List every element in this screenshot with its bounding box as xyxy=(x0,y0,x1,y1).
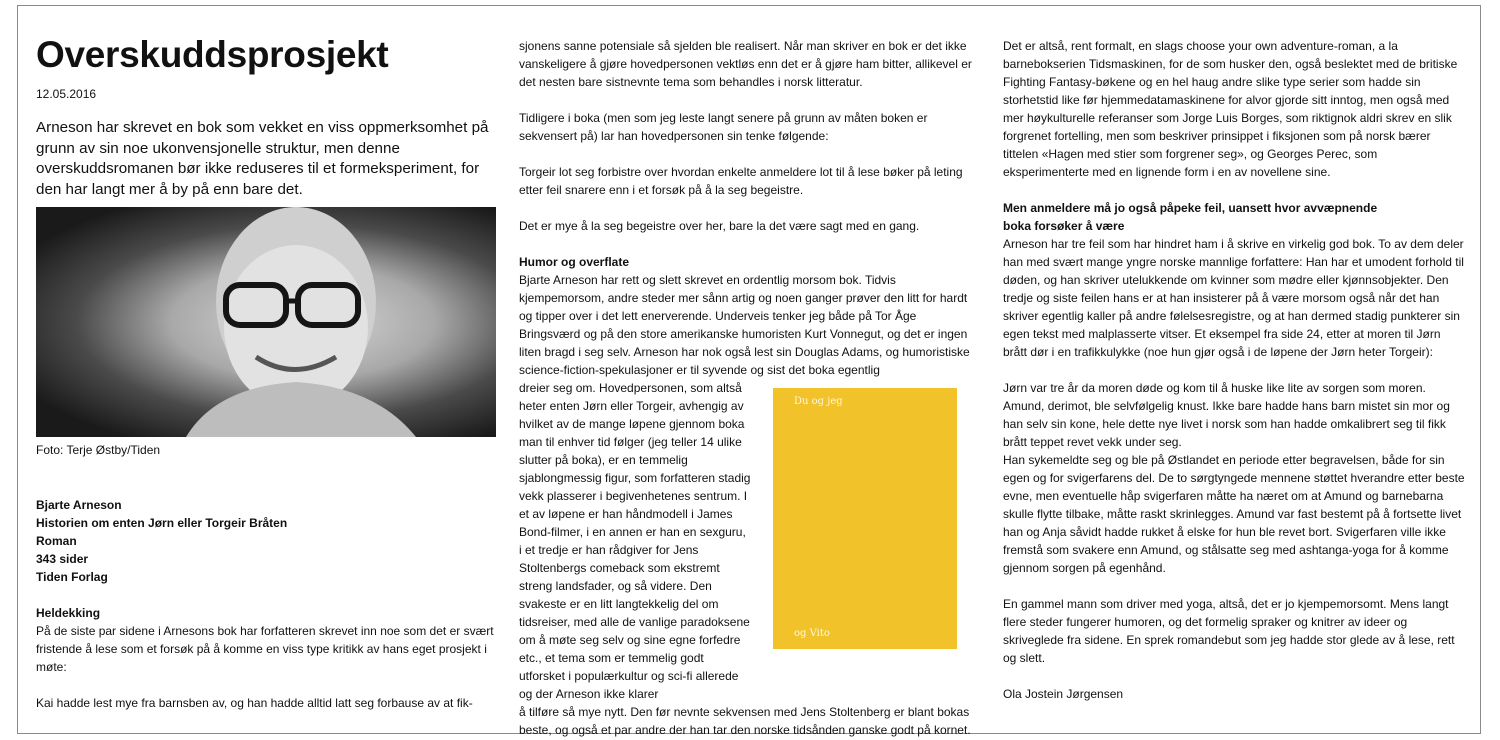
author-photo xyxy=(36,207,496,437)
paragraph: å tilføre så mye nytt. Den før nevnte sekvensen med Jens Stoltenberg er blant bokas beste, og også et par andre der han tar den norske tidsånden ganske godt på kornet. xyxy=(519,705,971,737)
cover-bottom-text: og Vito xyxy=(794,628,830,639)
section-heading: Men anmeldere må jo også påpeke feil, uansett hvor avvæpnende boka forsøker å være xyxy=(1003,201,1378,233)
paragraph: sjonens sanne potensiale så sjelden ble realisert. Når man skriver en bok er det ikke vanskeligere å gjøre hovedpersonen vektløs enn det er å gjøre ham bitter, allikevel er det nesten bare sistnevnte tema som behandles i norsk litteratur. xyxy=(519,39,972,89)
article-date: 12.05.2016 xyxy=(36,87,97,101)
book-genre: Roman xyxy=(36,534,77,548)
quote-paragraph: Kai hadde lest mye fra barnsben av, og han hadde alltid latt seg forbause av at fik- xyxy=(36,696,473,710)
section-heading: Humor og overflate xyxy=(519,255,630,269)
book-publisher: Tiden Forlag xyxy=(36,570,108,584)
quote-paragraph: Torgeir lot seg forbistre over hvordan enkelte anmeldere lot til å lese bøker på leting etter feil snarere enn i et forsøk på å la seg begeistre. xyxy=(519,165,963,197)
paragraph: Det er altså, rent formalt, en slags choose your own adventure-roman, a la barnebokserien Tidsmaskinen, for de som husker den, også beslektet med de britiske Fighting Fantasy-bøkene og en hel haug andre slike type serier som hadde sin storhetstid like før hjemmedatamaskinene for alvor gjorde sitt inntog, men også med mer høykulturelle referanser som Jorge Luis Borges, som riktignok aldri skrev en slik forgrenet fortelling, men som beskriver prinsippet i fiksjonen som på norsk bærer tittelen «Hagen med stier som forgrener seg», og Georges Perec, som eksperimenterte med en lignende form i en av novellene sine. xyxy=(1003,39,1458,179)
paragraph: På de siste par sidene i Arnesons bok har forfatteren skrevet inn noe som det er svært fristende å lese som et forsøk på å komme en viss type kritikk av hans eget prosjekt i møte: xyxy=(36,624,494,674)
column-1-body xyxy=(36,604,498,712)
cover-top-text: Du og jeg xyxy=(794,396,843,407)
article-lead: Arneson har skrevet en bok som vekket en viss oppmerksomhet på grunn av sin noe ukonvensjonelle struktur, men denne overskuddsromanen bør ikke reduseres til et formeksperiment, for den har langt mer å by på enn bare det. xyxy=(36,119,489,198)
book-pages: 343 sider xyxy=(36,552,89,566)
book-author: Bjarte Arneson xyxy=(36,498,122,512)
column-3-body xyxy=(1003,37,1465,703)
book-title: Historien om enten Jørn eller Torgeir Bråten xyxy=(36,516,288,530)
paragraph: Det er mye å la seg begeistre over her, bare la det være sagt med en gang. xyxy=(519,219,920,233)
article-title: Overskuddsprosjekt xyxy=(36,34,389,75)
signature: Ola Jostein Jørgensen xyxy=(1003,687,1124,701)
quote-paragraph: Jørn var tre år da moren døde og kom til å huske like lite av sorgen som moren. Amund, derimot, ble selvfølgelig knust. Ikke bare hadde hans barn mistet sin mor og han selv sin kone, hele dette nye livet i norsk som han hadde omkalibrert seg til fikk brått teppet revet vekk under seg. xyxy=(1003,381,1450,449)
author-portrait-icon xyxy=(36,207,496,437)
paragraph: dreier seg om. Hovedpersonen, som altså heter enten Jørn eller Torgeir, avhengig av hvilket av de mange løpene gjennom boka man til enhver tid følger (jeg teller 14 ulike slutter på boka), er en temmelig sjablongmessig figur, som forfatteren stadig vekk plasserer i begivenhetenes sentrum. I et av løpene er han håndmodell i James Bond-filmer, i en annen er han en sexguru, i et tredje er han rådgiver for Jens Stoltenbergs comeback som ekstremt streng landsfader, og så videre. Den svakeste er en litt langtekkelig del om tidsreiser, med alle de vanlige paradoksene om å møte seg selv og sine egne forfedre etc., et tema som er temmelig godt utforsket i populærkultur og sci-fi allerede og der Arneson ikke klarer xyxy=(519,381,751,701)
quote-paragraph: Han sykemeldte seg og ble på Østlandet en periode etter begravelsen, både for sin egen og for svigerfarens del. De to sørgtyngede mennene støttet hverandre etter beste evne, men eventuelle håp svigerfaren måtte ha næret om at Amund og barnebarna skulle flytte tilbake, måtte raskt skrinlegges. Amund var fast bestemt på å fortsette livet han og Anja såvidt hadde rukket å elske for hun ble revet bort. Svigerfaren ville ikke fremstå som svakere enn Amund, og stålsatte seg med ashtanga-yoga for å komme gjennom sorgen på egenhånd. xyxy=(1003,453,1465,575)
photo-caption: Foto: Terje Østby/Tiden xyxy=(36,443,161,457)
paragraph: Arneson har tre feil som har hindret ham i å skrive en virkelig god bok. To av dem deler han med svært mange yngre norske mannlige forfattere: Han har et umodent forhold til døden, og han skriver utelukkende om kvinner som mødre eller kjønnsobjekter. Den tredje og siste feilen hans er at han insisterer på å være morsom også når det han skriver egentlig kaller på andre følelsesregistre, og at han dermed stadig punkterer sin egen tekst med malplasserte vitser. Et eksempel fra side 24, etter at moren til Jørn brått dør i en trafikkulykke (noe hun gjør også i de løpene der Jørn heter Torgeir): xyxy=(1003,237,1464,359)
paragraph: Bjarte Arneson har rett og slett skrevet en ordentlig morsom bok. Tidvis kjempemorsom, andre steder mer sånn artig og noen ganger prøver den litt for hardt og tipper over i det lett enerverende. Underveis tenker jeg både på Tor Åge Bringsværd og på den store amerikanske humoristen Kurt Vonnegut, og det er ingen liten bragd i seg selv. Arneson har nok også lest sin Douglas Adams, og humoristiske science-fiction-spekulasjoner er til syvende og sist det boka egentlig xyxy=(519,273,970,377)
paragraph: Tidligere i boka (men som jeg leste langt senere på grunn av måten boken er sekvensert på) lar han hovedpersonen sin tenke følgende: xyxy=(519,111,928,143)
paragraph: En gammel mann som driver med yoga, altså, det er jo kjempemorsomt. Mens langt flere steder fungerer humoren, og det formelig spraker og knitrer av ideer og skriveglede fra sidene. En sprek romandebut som jeg hadde stor glede av å lese, rett og slett. xyxy=(1003,597,1455,665)
book-cover xyxy=(773,388,957,649)
book-info xyxy=(36,496,498,586)
section-heading: Heldekking xyxy=(36,606,101,620)
